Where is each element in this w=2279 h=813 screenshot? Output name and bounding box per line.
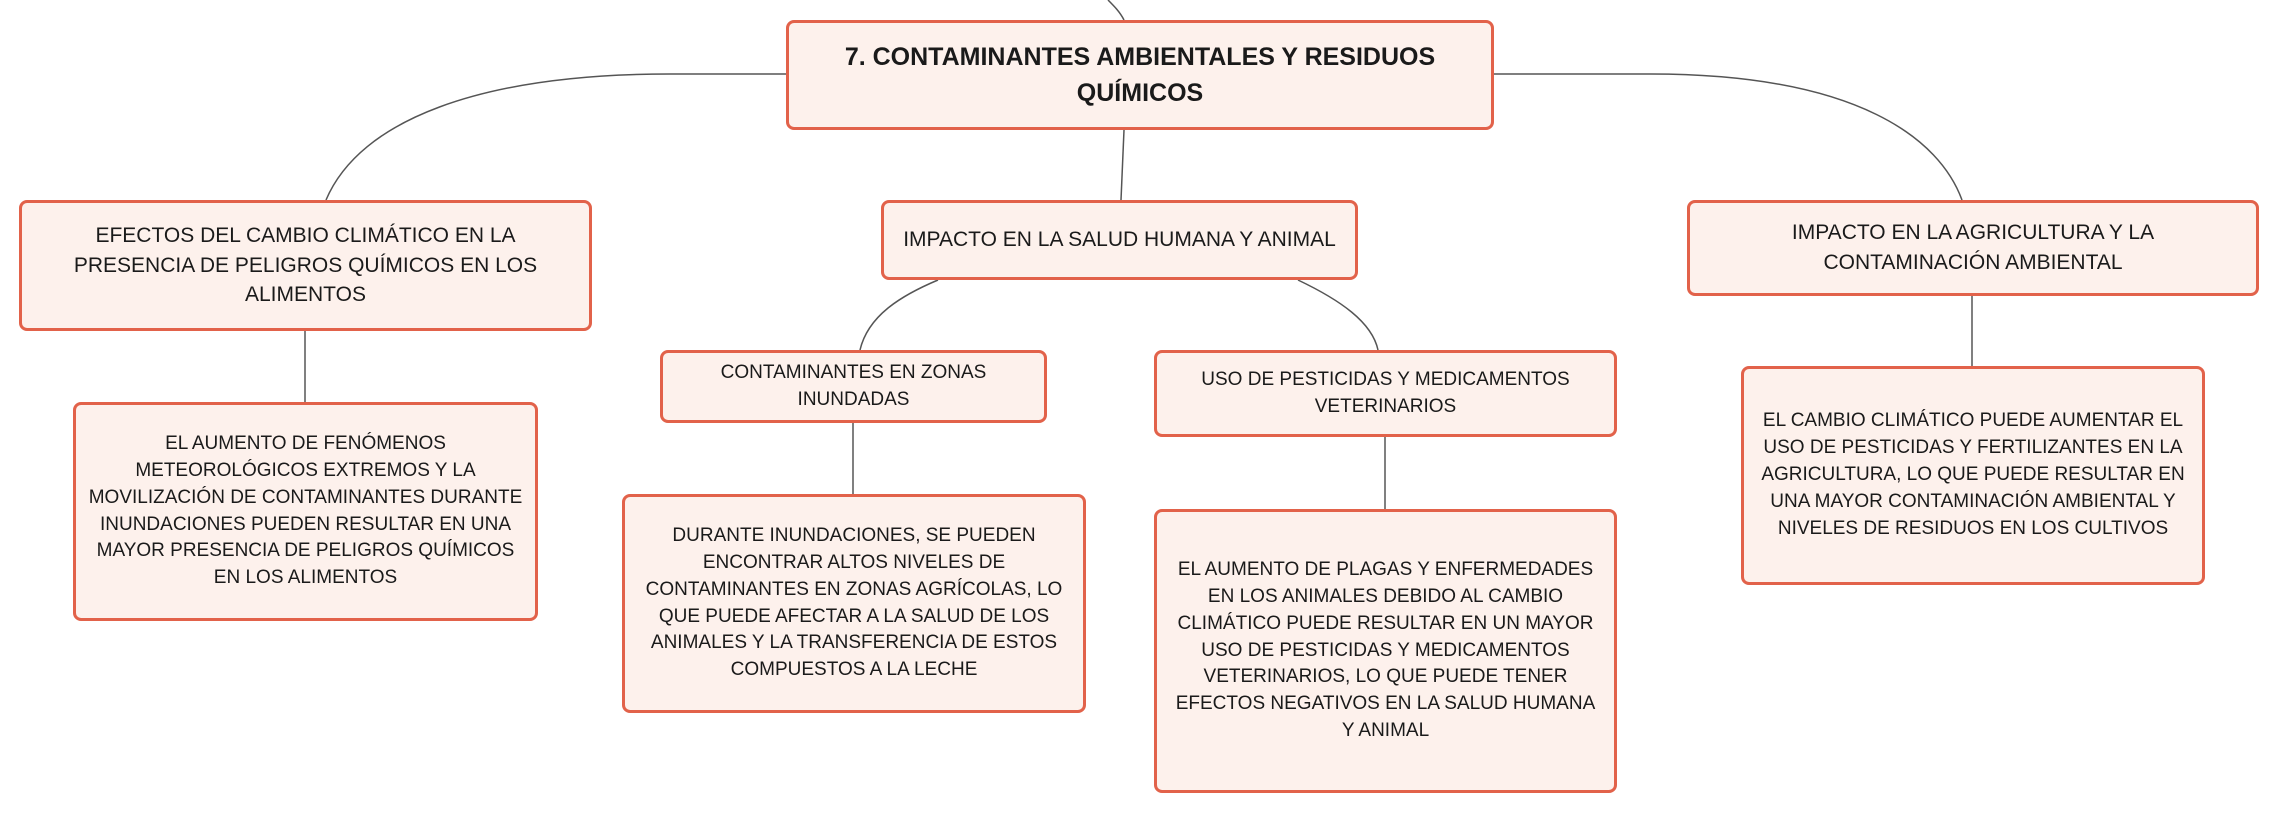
subtopic-pesticides-veterinary[interactable] (1154, 350, 1617, 437)
topic-agriculture-impact-label: IMPACTO EN LA AGRICULTURA Y LA CONTAMINACIÓN AMBIENTAL (1791, 221, 2155, 274)
root-topic[interactable] (786, 20, 1494, 130)
detail-agriculture-impact-text: EL CAMBIO CLIMÁTICO PUEDE AUMENTAR EL USO DE PESTICIDAS Y FERTILIZANTES EN LA AGRICULTURA, LO QUE PUEDE RESULTAR EN UNA MAYOR CONTAMINACIÓN AMBIENTAL Y NIVELES DE RESIDUOS EN LOS CULTIVOS (1761, 410, 2185, 539)
subtopic-flooded-areas[interactable] (660, 350, 1047, 423)
topic-health-impact[interactable] (881, 200, 1358, 280)
detail-pesticides-veterinary[interactable] (1154, 509, 1617, 793)
topic-agriculture-impact[interactable] (1687, 200, 2259, 296)
detail-flooded-areas[interactable] (622, 494, 1086, 713)
connector-branch-2-sub-1 (860, 280, 938, 350)
detail-climate-effects[interactable] (73, 402, 538, 621)
root-topic-label: 7. CONTAMINANTES AMBIENTALES Y RESIDUOS QUÍMICOS (844, 42, 1436, 107)
subtopic-pesticides-veterinary-label: USO DE PESTICIDAS Y MEDICAMENTOS VETERINARIOS (1201, 368, 1570, 417)
connector-root-branch-2 (1121, 130, 1124, 200)
topic-health-impact-label: IMPACTO EN LA SALUD HUMANA Y ANIMAL (903, 228, 1336, 252)
detail-pesticides-veterinary-text: EL AUMENTO DE PLAGAS Y ENFERMEDADES EN LOS ANIMALES DEBIDO AL CAMBIO CLIMÁTICO PUEDE RESULTAR EN UN MAYOR USO DE PESTICIDAS Y MEDICAMENTOS VETERINARIOS, LO QUE PUEDE TENER EFECTOS NEGATIVOS EN LA SALUD HUMANA Y ANIMAL (1175, 558, 1596, 742)
detail-flooded-areas-text: DURANTE INUNDACIONES, SE PUEDEN ENCONTRAR ALTOS NIVELES DE CONTAMINANTES EN ZONAS AGRÍCOLAS, LO QUE PUEDE AFECTAR A LA SALUD DE LOS ANIMALES Y LA TRANSFERENCIA DE ESTOS COMPUESTOS A LA LECHE (645, 524, 1063, 681)
topic-climate-effects[interactable] (19, 200, 592, 331)
subtopic-flooded-areas-label: CONTAMINANTES EN ZONAS INUNDADAS (720, 361, 987, 410)
topic-climate-effects-label: EFECTOS DEL CAMBIO CLIMÁTICO EN LA PRESENCIA DE PELIGROS QUÍMICOS EN LOS ALIMENTOS (73, 223, 538, 307)
detail-climate-effects-text: EL AUMENTO DE FENÓMENOS METEOROLÓGICOS EXTREMOS Y LA MOVILIZACIÓN DE CONTAMINANTES DURANTE INUNDACIONES PUEDEN RESULTAR EN UNA MAYOR PRESENCIA DE PELIGROS QUÍMICOS EN LOS ALIMENTOS (88, 432, 523, 589)
connector-branch-2-sub-2 (1298, 280, 1378, 350)
connector-root-branch-3 (1494, 74, 1962, 200)
detail-agriculture-impact[interactable] (1741, 366, 2205, 585)
connector-root-parent (1108, 0, 1124, 20)
connector-root-branch-1 (326, 74, 786, 200)
